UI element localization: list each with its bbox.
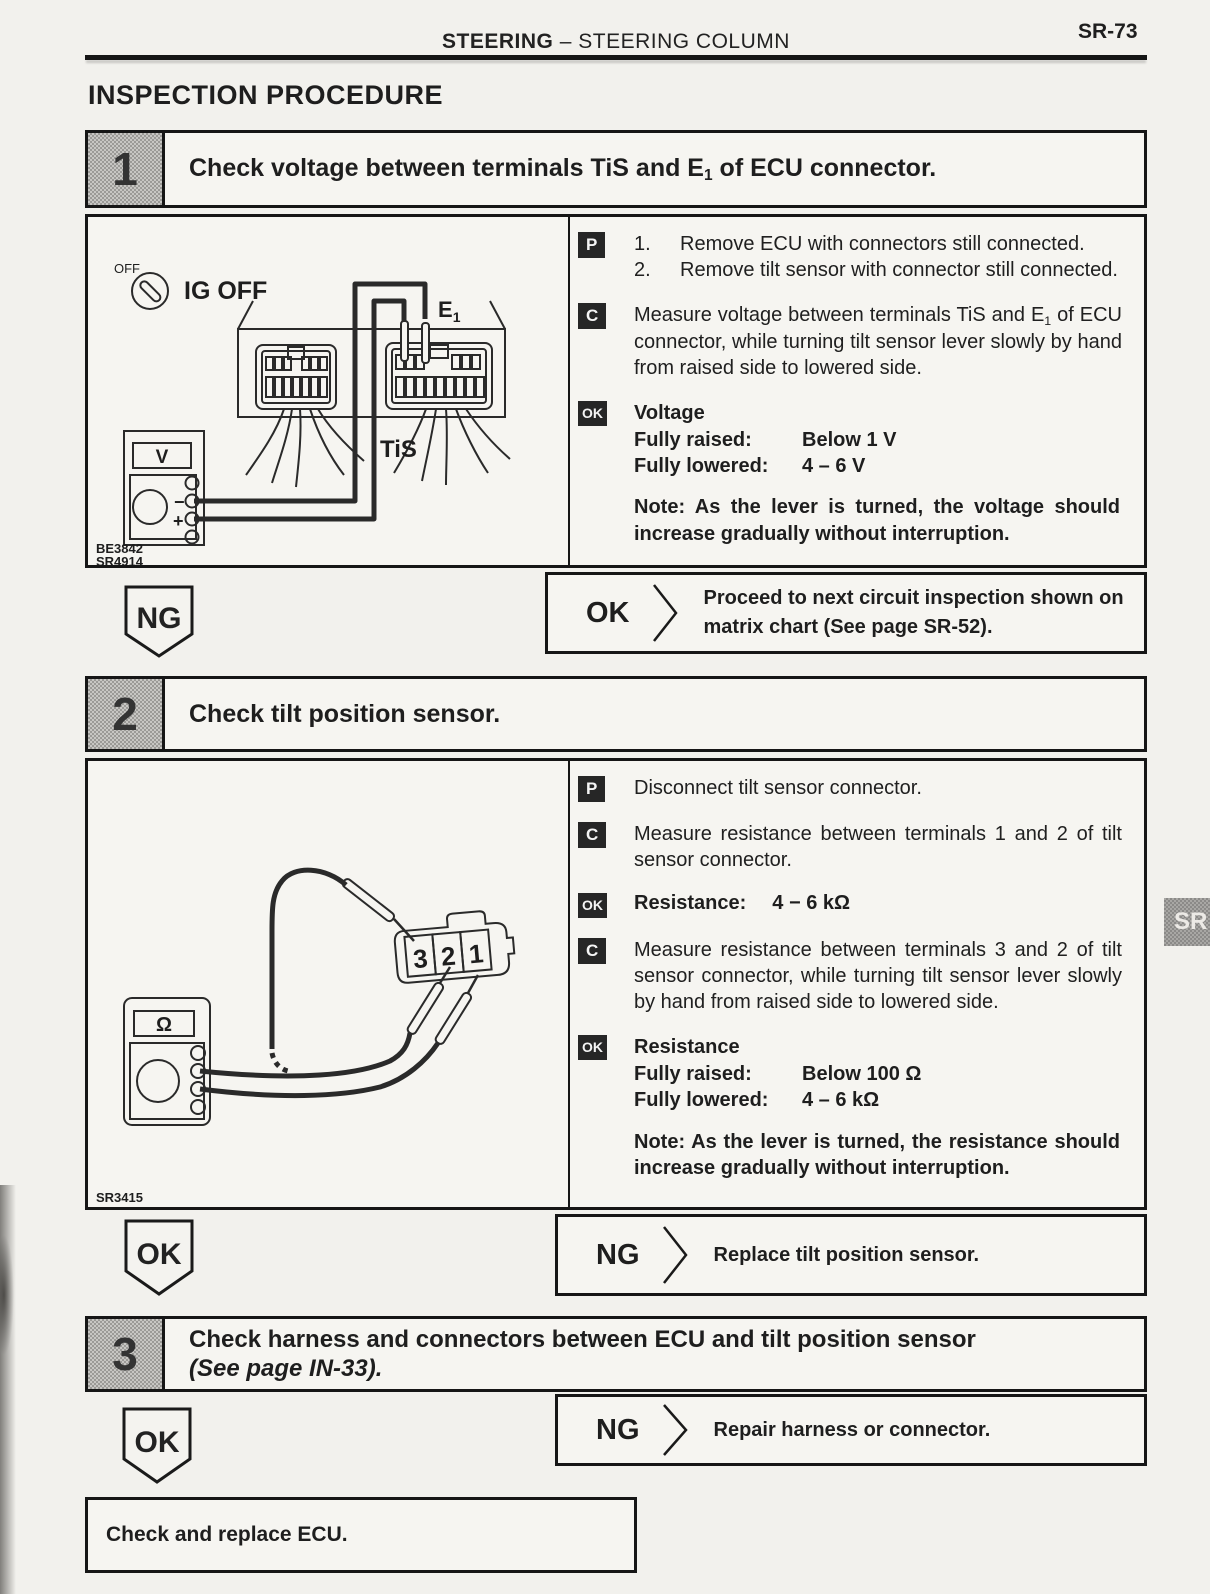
step1-number: 1 — [112, 143, 138, 195]
page-number: SR-73 — [1078, 20, 1138, 43]
step3-title-line2: (See page IN-33). — [189, 1355, 383, 1382]
instruction-row — [578, 302, 1122, 381]
instruction-row — [578, 821, 1122, 873]
spec-inline — [634, 892, 850, 918]
list-number: 1. — [634, 233, 651, 255]
step1-header-band — [85, 130, 1147, 208]
step3-number-cell — [88, 1319, 165, 1389]
instruction-row — [578, 400, 1122, 480]
check-tag: C — [578, 822, 606, 848]
resistance-test-illustration — [88, 761, 566, 1208]
step2-header-band — [85, 676, 1147, 752]
terminal-tis-label: TiS — [380, 436, 417, 463]
spec-block — [634, 400, 896, 480]
step3-ok-pentagon — [120, 1406, 194, 1486]
tilt-sensor-connector — [393, 909, 516, 984]
check-text: Measure voltage between terminals TiS and $E_1$ of ECU connector, while turning tilt sensor lever slowly by hand from raised side to lowered side. — [634, 304, 1122, 380]
terminal-3-label: 3 — [411, 943, 429, 975]
procedure-heading: INSPECTION PROCEDURE — [88, 80, 444, 110]
svg-text:OK: OK — [136, 1238, 182, 1271]
plus-label: + — [173, 511, 184, 531]
test-lead-wire — [200, 1033, 410, 1076]
spec-title: Resistance — [634, 1036, 740, 1058]
step2-content-box — [85, 758, 1147, 1210]
spec-label: Fully raised: — [634, 428, 752, 451]
step1-number-cell — [88, 133, 165, 205]
ok-tag: OK — [578, 893, 607, 918]
instruction-row — [578, 892, 1122, 918]
spec-value: 4 − 6 kΩ — [772, 892, 851, 914]
step2-title — [165, 679, 1144, 749]
prepare-tag: P — [578, 776, 605, 802]
ok-tag: OK — [578, 1035, 607, 1060]
figure-code: SR4914 — [96, 554, 143, 566]
step1-diagram — [88, 217, 570, 565]
instruction-row — [578, 937, 1122, 1015]
flow-ng-label: NG — [596, 1413, 640, 1446]
section-tab: SR — [1164, 898, 1210, 946]
list-item: Remove ECU with connectors still connected. — [680, 233, 1085, 255]
step2-number: 2 — [112, 688, 138, 740]
spec-title: Voltage — [634, 402, 705, 425]
step1-instructions — [570, 217, 1144, 565]
prepare-text: Disconnect tilt sensor connector. — [634, 777, 922, 799]
check-tag: C — [578, 303, 606, 329]
flow-ok-label: OK — [586, 596, 630, 629]
section-title: STEERING — [442, 30, 554, 53]
final-action-box — [85, 1497, 637, 1573]
figure-code: BE3842 — [96, 541, 143, 556]
prepare-tag: P — [578, 232, 605, 258]
svg-text:NG: NG — [136, 602, 182, 635]
ig-off-label: IG OFF — [184, 277, 268, 305]
spec-value: Below 1 V — [802, 428, 897, 451]
step3-ng-flow-box — [555, 1394, 1147, 1466]
chevron-right-icon — [662, 1403, 690, 1457]
minus-label: − — [174, 492, 185, 512]
instruction-row — [578, 775, 1122, 802]
step2-ok-pentagon — [122, 1218, 196, 1298]
instruction-row — [578, 231, 1122, 283]
spec-label: Fully lowered: — [634, 1089, 769, 1112]
svg-text:OK: OK — [134, 1426, 180, 1459]
spec-value: 4 – 6 V — [802, 455, 866, 478]
key-position-label: OFF — [114, 261, 140, 276]
step2-title-text: Check tilt position sensor. — [189, 699, 501, 728]
chevron-right-icon — [652, 583, 680, 643]
step2-diagram — [88, 761, 570, 1207]
list-item: Remove tilt sensor with connector still connected. — [680, 259, 1118, 281]
terminal-e1-label: $E_1$ — [438, 297, 461, 325]
flow-ng-label: NG — [596, 1238, 640, 1271]
test-lead-wire-dashed — [272, 1053, 288, 1071]
ok-tag: OK — [578, 401, 607, 426]
flow-action-text: Replace tilt position sensor. — [713, 1243, 980, 1266]
spec-label: Fully lowered: — [634, 455, 769, 478]
meter-display-label: Ω — [155, 1014, 173, 1036]
instruction-row — [578, 1034, 1122, 1114]
terminal-2-label: 2 — [439, 940, 457, 972]
terminal-1-label: 1 — [467, 938, 485, 970]
spec-value: Below 100 Ω — [802, 1062, 922, 1085]
spec-label: Resistance: — [634, 892, 747, 914]
spec-value: 4 – 6 kΩ — [802, 1089, 880, 1112]
ecu-connector-right — [386, 343, 510, 485]
note-text: Note: As the lever is turned, the voltage should increase gradually without interruption. — [634, 495, 1120, 545]
step1-title — [165, 133, 1144, 205]
check-text: Measure resistance between terminals 1 and 2 of tilt sensor connector. — [634, 823, 1122, 871]
check-text: Measure resistance between terminals 3 and 2 of tilt sensor connector, while turning tilt sensor lever slowly by hand from raised side to lowered side. — [634, 939, 1122, 1013]
step3-header-band — [85, 1316, 1147, 1392]
step2-number-cell — [88, 679, 165, 749]
step1-ng-pentagon — [122, 584, 196, 660]
page-header — [85, 30, 1147, 54]
spec-label: Fully raised: — [634, 1062, 752, 1085]
list-number: 2. — [634, 259, 651, 281]
voltage-test-illustration — [88, 217, 566, 566]
step3-title-line1: Check harness and connectors between ECU and tilt position sensor — [189, 1325, 976, 1353]
chevron-right-icon — [662, 1225, 690, 1285]
ohmmeter-illustration — [124, 998, 210, 1125]
step1-content-box — [85, 214, 1147, 568]
note-text: Note: As the lever is turned, the resistance should increase gradually without interruption. — [634, 1130, 1120, 1180]
voltmeter-illustration — [124, 431, 204, 545]
final-action-text: Check and replace ECU. — [106, 1523, 348, 1546]
step1-ok-flow-box — [545, 572, 1147, 654]
meter-display-label: V — [155, 447, 169, 468]
step2-ng-flow-box — [555, 1214, 1147, 1296]
step3-title — [165, 1319, 1144, 1389]
spec-block — [634, 1034, 921, 1114]
subsection-title: – STEERING COLUMN — [553, 30, 790, 53]
ignition-key-icon — [132, 273, 168, 309]
step3-number: 3 — [112, 1328, 138, 1380]
flow-action-text: Repair harness or connector. — [713, 1418, 991, 1441]
prepare-list — [634, 231, 1122, 283]
step2-instructions — [570, 761, 1144, 1207]
figure-code: SR3415 — [96, 1190, 143, 1205]
flow-action-text: Proceed to next circuit inspection shown on matrix chart (See page SR-52). — [703, 587, 1124, 638]
test-lead-wire — [272, 870, 346, 1049]
header-rule — [85, 55, 1147, 60]
check-tag: C — [578, 938, 606, 964]
step1-title-text: Check voltage between terminals TiS and $E_1$ of ECU connector. — [189, 153, 937, 184]
